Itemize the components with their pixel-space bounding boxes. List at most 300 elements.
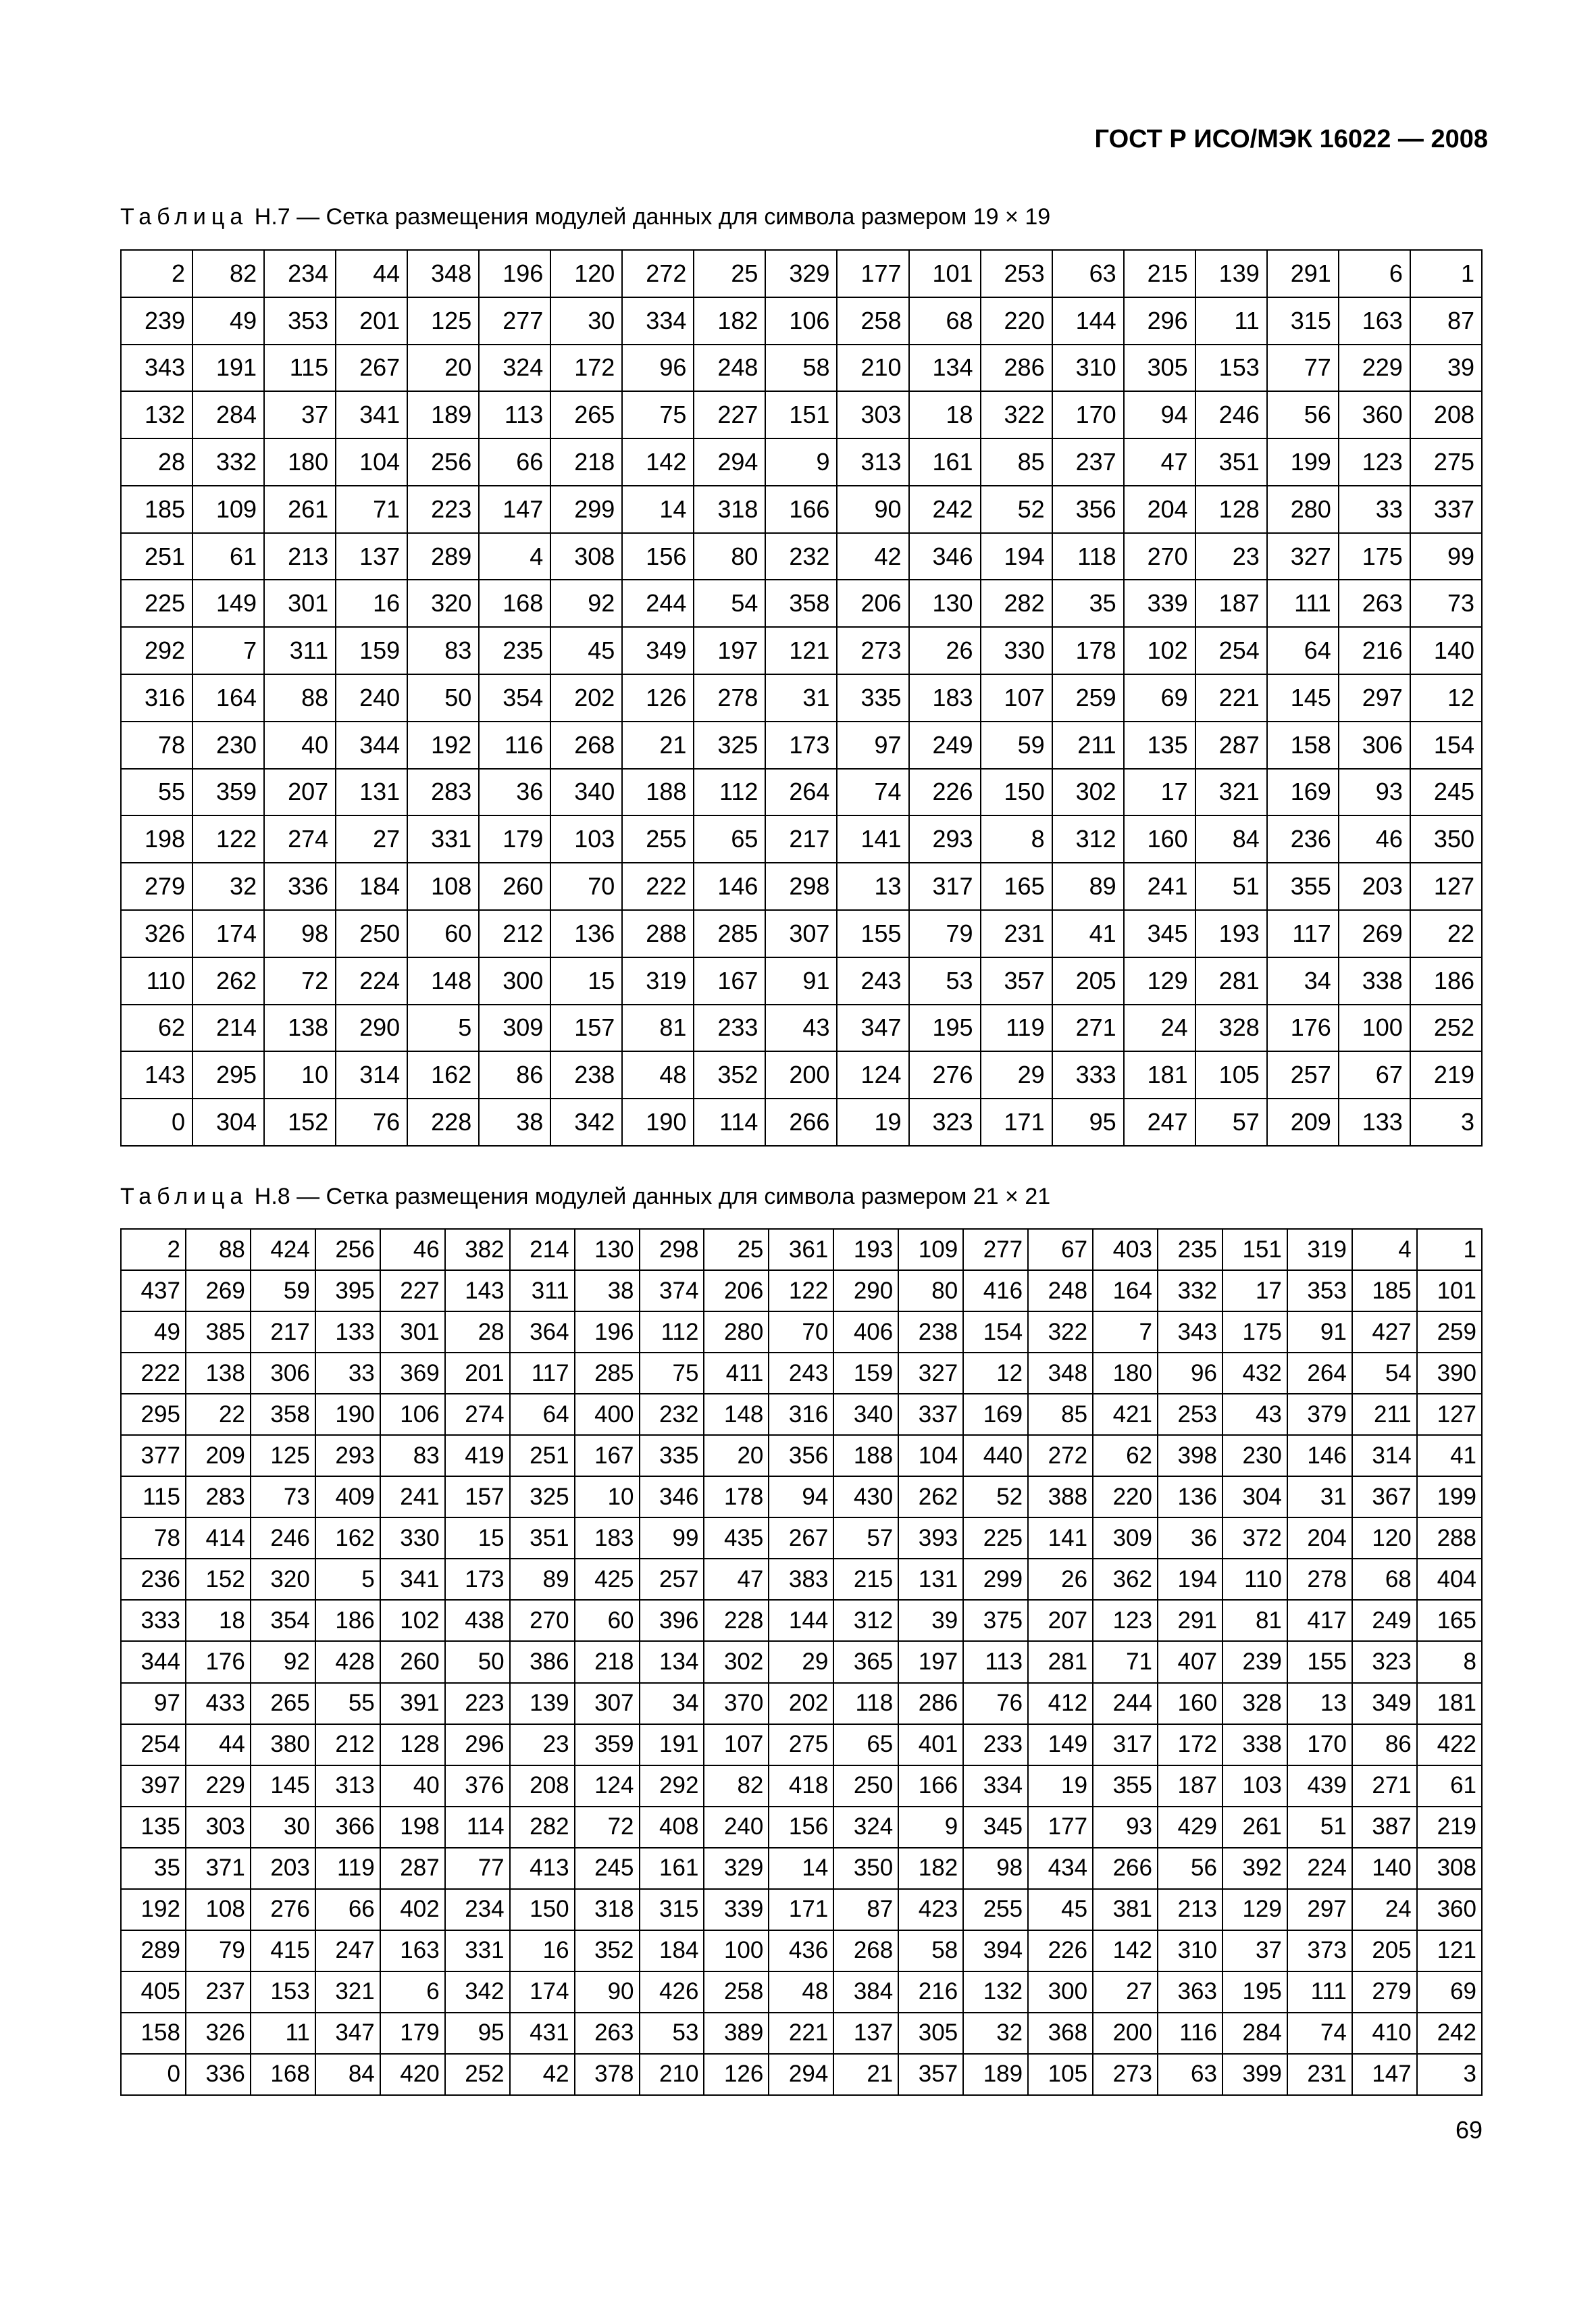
placement-grid-21x21 bbox=[120, 1228, 1483, 2096]
table-cell: 169 bbox=[963, 1394, 1028, 1435]
table-cell: 4 bbox=[479, 533, 550, 580]
table-cell: 283 bbox=[186, 1476, 251, 1517]
table-cell: 55 bbox=[315, 1683, 380, 1724]
table-cell: 208 bbox=[1410, 391, 1482, 438]
table-cell: 163 bbox=[380, 1930, 445, 1971]
table-cell: 384 bbox=[833, 1971, 898, 2013]
table-cell: 108 bbox=[407, 863, 479, 910]
table-cell: 14 bbox=[622, 486, 694, 533]
table-cell: 417 bbox=[1287, 1600, 1352, 1641]
table-cell: 402 bbox=[380, 1889, 445, 1930]
table-cell: 327 bbox=[898, 1353, 963, 1394]
table-cell: 164 bbox=[1093, 1270, 1158, 1311]
table-cell: 296 bbox=[1124, 297, 1195, 345]
table-cell: 412 bbox=[1028, 1683, 1093, 1724]
table-cell: 133 bbox=[315, 1311, 380, 1353]
table-cell: 328 bbox=[1222, 1683, 1287, 1724]
table-cell: 117 bbox=[1267, 910, 1339, 957]
table-cell: 19 bbox=[837, 1099, 908, 1146]
table-cell: 282 bbox=[981, 580, 1052, 627]
table-cell: 104 bbox=[336, 438, 407, 486]
table-cell: 317 bbox=[1093, 1724, 1158, 1765]
table-cell: 242 bbox=[909, 486, 981, 533]
table-cell: 407 bbox=[1158, 1641, 1222, 1682]
table-cell: 392 bbox=[1222, 1848, 1287, 1889]
table-cell: 345 bbox=[963, 1807, 1028, 1848]
table-row bbox=[121, 957, 1482, 1005]
table-cell: 331 bbox=[445, 1930, 510, 1971]
table-cell: 308 bbox=[1417, 1848, 1482, 1889]
table-cell: 197 bbox=[694, 627, 765, 674]
table-cell: 184 bbox=[640, 1930, 704, 1971]
table-cell: 216 bbox=[1339, 627, 1410, 674]
table-row bbox=[121, 2054, 1482, 2095]
table-cell: 355 bbox=[1093, 1765, 1158, 1807]
table-cell: 96 bbox=[622, 345, 694, 392]
table-cell: 8 bbox=[981, 815, 1052, 863]
table-cell: 302 bbox=[704, 1641, 769, 1682]
table-cell: 385 bbox=[186, 1311, 251, 1353]
table-cell: 122 bbox=[192, 815, 264, 863]
table-cell: 57 bbox=[1195, 1099, 1267, 1146]
table-cell: 379 bbox=[1287, 1394, 1352, 1435]
table-cell: 334 bbox=[963, 1765, 1028, 1807]
table-cell: 45 bbox=[1028, 1889, 1093, 1930]
table-cell: 167 bbox=[575, 1435, 640, 1476]
table-cell: 241 bbox=[380, 1476, 445, 1517]
table-cell: 341 bbox=[380, 1559, 445, 1600]
table-cell: 62 bbox=[121, 1005, 192, 1052]
table-cell: 137 bbox=[833, 2013, 898, 2054]
table-cell: 89 bbox=[510, 1559, 575, 1600]
table-cell: 280 bbox=[704, 1311, 769, 1353]
table-cell: 320 bbox=[251, 1559, 315, 1600]
table-cell: 178 bbox=[704, 1476, 769, 1517]
table-cell: 223 bbox=[407, 486, 479, 533]
table-cell: 44 bbox=[336, 250, 407, 297]
table-cell: 323 bbox=[909, 1099, 981, 1146]
table-cell: 274 bbox=[264, 815, 336, 863]
table-cell: 171 bbox=[981, 1099, 1052, 1146]
table-cell: 181 bbox=[1417, 1683, 1482, 1724]
table-cell: 31 bbox=[765, 674, 837, 722]
table-cell: 363 bbox=[1158, 1971, 1222, 2013]
table-cell: 211 bbox=[1352, 1394, 1417, 1435]
table-cell: 279 bbox=[1352, 1971, 1417, 2013]
table-cell: 349 bbox=[622, 627, 694, 674]
table-cell: 272 bbox=[1028, 1435, 1093, 1476]
table-cell: 414 bbox=[186, 1517, 251, 1559]
table-cell: 298 bbox=[640, 1229, 704, 1270]
table-cell: 20 bbox=[407, 345, 479, 392]
table-cell: 378 bbox=[575, 2054, 640, 2095]
table-cell: 1 bbox=[1410, 250, 1482, 297]
table-cell: 333 bbox=[121, 1600, 186, 1641]
table-cell: 235 bbox=[1158, 1229, 1222, 1270]
table-cell: 316 bbox=[769, 1394, 833, 1435]
table-cell: 211 bbox=[1052, 722, 1124, 769]
table-cell: 416 bbox=[963, 1270, 1028, 1311]
table-cell: 331 bbox=[407, 815, 479, 863]
table-cell: 176 bbox=[1267, 1005, 1339, 1052]
table-cell: 437 bbox=[121, 1270, 186, 1311]
table-cell: 40 bbox=[264, 722, 336, 769]
table-row bbox=[121, 1930, 1482, 1971]
table-cell: 27 bbox=[336, 815, 407, 863]
table-cell: 3 bbox=[1410, 1099, 1482, 1146]
table-row bbox=[121, 1517, 1482, 1559]
table-cell: 83 bbox=[407, 627, 479, 674]
table-cell: 52 bbox=[963, 1476, 1028, 1517]
table-cell: 307 bbox=[575, 1683, 640, 1724]
table-cell: 420 bbox=[380, 2054, 445, 2095]
table-cell: 216 bbox=[898, 1971, 963, 2013]
table-cell: 72 bbox=[575, 1807, 640, 1848]
table-cell: 284 bbox=[1222, 2013, 1287, 2054]
table-cell: 119 bbox=[981, 1005, 1052, 1052]
table-cell: 292 bbox=[640, 1765, 704, 1807]
table-cell: 241 bbox=[1124, 863, 1195, 910]
table-cell: 21 bbox=[833, 2054, 898, 2095]
table-cell: 45 bbox=[550, 627, 622, 674]
table-cell: 148 bbox=[407, 957, 479, 1005]
table-cell: 176 bbox=[186, 1641, 251, 1682]
table-cell: 434 bbox=[1028, 1848, 1093, 1889]
table-row bbox=[121, 345, 1482, 392]
table-cell: 250 bbox=[336, 910, 407, 957]
table-cell: 106 bbox=[765, 297, 837, 345]
table-cell: 228 bbox=[704, 1600, 769, 1641]
table-cell: 75 bbox=[640, 1353, 704, 1394]
table-cell: 215 bbox=[833, 1559, 898, 1600]
table-cell: 253 bbox=[1158, 1394, 1222, 1435]
table-cell: 74 bbox=[837, 769, 908, 816]
table-cell: 212 bbox=[315, 1724, 380, 1765]
table-cell: 9 bbox=[765, 438, 837, 486]
table-cell: 149 bbox=[1028, 1724, 1093, 1765]
table-cell: 232 bbox=[640, 1394, 704, 1435]
table-cell: 159 bbox=[336, 627, 407, 674]
table-cell: 66 bbox=[479, 438, 550, 486]
table-row bbox=[121, 1476, 1482, 1517]
table-cell: 236 bbox=[1267, 815, 1339, 863]
table-cell: 145 bbox=[251, 1765, 315, 1807]
table-cell: 49 bbox=[192, 297, 264, 345]
table-cell: 262 bbox=[192, 957, 264, 1005]
table-cell: 87 bbox=[1410, 297, 1482, 345]
table-cell: 63 bbox=[1052, 250, 1124, 297]
table-cell: 40 bbox=[380, 1765, 445, 1807]
table-cell: 295 bbox=[121, 1394, 186, 1435]
table-cell: 7 bbox=[1093, 1311, 1158, 1353]
table-cell: 134 bbox=[640, 1641, 704, 1682]
table-cell: 337 bbox=[1410, 486, 1482, 533]
table-cell: 52 bbox=[981, 486, 1052, 533]
table-cell: 160 bbox=[1158, 1683, 1222, 1724]
table-cell: 342 bbox=[550, 1099, 622, 1146]
table-cell: 25 bbox=[704, 1229, 769, 1270]
table-cell: 303 bbox=[837, 391, 908, 438]
table-cell: 238 bbox=[550, 1051, 622, 1099]
table-cell: 125 bbox=[251, 1435, 315, 1476]
table-cell: 128 bbox=[380, 1724, 445, 1765]
table-cell: 58 bbox=[765, 345, 837, 392]
table-cell: 263 bbox=[575, 2013, 640, 2054]
placement-grid-19x19 bbox=[120, 249, 1483, 1147]
table-cell: 186 bbox=[315, 1600, 380, 1641]
table-row bbox=[121, 815, 1482, 863]
table-cell: 171 bbox=[769, 1889, 833, 1930]
table-cell: 102 bbox=[380, 1600, 445, 1641]
table-cell: 131 bbox=[898, 1559, 963, 1600]
table-cell: 337 bbox=[898, 1394, 963, 1435]
table-cell: 415 bbox=[251, 1930, 315, 1971]
table-cell: 48 bbox=[769, 1971, 833, 2013]
table-cell: 354 bbox=[479, 674, 550, 722]
table-cell: 404 bbox=[1417, 1559, 1482, 1600]
table-cell: 294 bbox=[694, 438, 765, 486]
table-cell: 344 bbox=[336, 722, 407, 769]
table-cell: 126 bbox=[704, 2054, 769, 2095]
table-cell: 92 bbox=[550, 580, 622, 627]
table-cell: 251 bbox=[121, 533, 192, 580]
table-row bbox=[121, 1724, 1482, 1765]
table-cell: 391 bbox=[380, 1683, 445, 1724]
table-cell: 235 bbox=[479, 627, 550, 674]
table-cell: 54 bbox=[1352, 1353, 1417, 1394]
table-cell: 155 bbox=[837, 910, 908, 957]
table-cell: 139 bbox=[1195, 250, 1267, 297]
table-cell: 290 bbox=[833, 1270, 898, 1311]
table-cell: 306 bbox=[251, 1353, 315, 1394]
table-cell: 210 bbox=[640, 2054, 704, 2095]
table-cell: 295 bbox=[192, 1051, 264, 1099]
table-cell: 317 bbox=[909, 863, 981, 910]
table-row bbox=[121, 533, 1482, 580]
table-cell: 422 bbox=[1417, 1724, 1482, 1765]
table-cell: 117 bbox=[510, 1353, 575, 1394]
table-cell: 410 bbox=[1352, 2013, 1417, 2054]
table-cell: 190 bbox=[622, 1099, 694, 1146]
table-cell: 225 bbox=[963, 1517, 1028, 1559]
table-cell: 22 bbox=[1410, 910, 1482, 957]
table-row bbox=[121, 250, 1482, 297]
table-cell: 142 bbox=[622, 438, 694, 486]
table-cell: 399 bbox=[1222, 2054, 1287, 2095]
table-cell: 157 bbox=[445, 1476, 510, 1517]
table-cell: 209 bbox=[186, 1435, 251, 1476]
table-cell: 86 bbox=[1352, 1724, 1417, 1765]
table-cell: 149 bbox=[192, 580, 264, 627]
table-cell: 262 bbox=[898, 1476, 963, 1517]
table-cell: 207 bbox=[264, 769, 336, 816]
table-cell: 138 bbox=[186, 1353, 251, 1394]
table-cell: 200 bbox=[1093, 2013, 1158, 2054]
table-cell: 144 bbox=[1052, 297, 1124, 345]
table-cell: 220 bbox=[981, 297, 1052, 345]
table-cell: 34 bbox=[640, 1683, 704, 1724]
table-cell: 413 bbox=[510, 1848, 575, 1889]
table-cell: 291 bbox=[1267, 250, 1339, 297]
table-cell: 286 bbox=[981, 345, 1052, 392]
table-row bbox=[121, 486, 1482, 533]
table-cell: 187 bbox=[1158, 1765, 1222, 1807]
table-cell: 150 bbox=[981, 769, 1052, 816]
table-cell: 278 bbox=[694, 674, 765, 722]
table-cell: 332 bbox=[192, 438, 264, 486]
table-cell: 239 bbox=[121, 297, 192, 345]
table-cell: 360 bbox=[1339, 391, 1410, 438]
table-cell: 432 bbox=[1222, 1353, 1287, 1394]
table-cell: 82 bbox=[704, 1765, 769, 1807]
table-cell: 142 bbox=[1093, 1930, 1158, 1971]
table-cell: 201 bbox=[336, 297, 407, 345]
table-cell: 85 bbox=[981, 438, 1052, 486]
table-cell: 27 bbox=[1093, 1971, 1158, 2013]
table-cell: 240 bbox=[336, 674, 407, 722]
table-cell: 243 bbox=[837, 957, 908, 1005]
table-cell: 138 bbox=[264, 1005, 336, 1052]
table-cell: 23 bbox=[510, 1724, 575, 1765]
table-cell: 351 bbox=[1195, 438, 1267, 486]
table-cell: 315 bbox=[640, 1889, 704, 1930]
table-cell: 88 bbox=[186, 1229, 251, 1270]
table-cell: 146 bbox=[1287, 1435, 1352, 1476]
table-cell: 201 bbox=[445, 1353, 510, 1394]
table-cell: 237 bbox=[186, 1971, 251, 2013]
table-cell: 6 bbox=[1339, 250, 1410, 297]
table-cell: 325 bbox=[694, 722, 765, 769]
table-cell: 59 bbox=[981, 722, 1052, 769]
table-cell: 203 bbox=[1339, 863, 1410, 910]
table-cell: 205 bbox=[1352, 1930, 1417, 1971]
table-cell: 107 bbox=[981, 674, 1052, 722]
table-cell: 269 bbox=[1339, 910, 1410, 957]
table-cell: 316 bbox=[121, 674, 192, 722]
table-cell: 328 bbox=[1195, 1005, 1267, 1052]
table-cell: 430 bbox=[833, 1476, 898, 1517]
table-cell: 305 bbox=[1124, 345, 1195, 392]
table-cell: 73 bbox=[251, 1476, 315, 1517]
table-cell: 325 bbox=[510, 1476, 575, 1517]
table-cell: 55 bbox=[121, 769, 192, 816]
table-cell: 195 bbox=[909, 1005, 981, 1052]
table-cell: 152 bbox=[264, 1099, 336, 1146]
table-row bbox=[121, 1311, 1482, 1353]
table-cell: 395 bbox=[315, 1270, 380, 1311]
table-cell: 50 bbox=[445, 1641, 510, 1682]
table-cell: 330 bbox=[981, 627, 1052, 674]
table-cell: 44 bbox=[186, 1724, 251, 1765]
table-cell: 280 bbox=[1267, 486, 1339, 533]
table-cell: 353 bbox=[1287, 1270, 1352, 1311]
table-cell: 339 bbox=[704, 1889, 769, 1930]
table-cell: 140 bbox=[1410, 627, 1482, 674]
table-cell: 32 bbox=[963, 2013, 1028, 2054]
table-cell: 199 bbox=[1417, 1476, 1482, 1517]
table-cell: 86 bbox=[479, 1051, 550, 1099]
table-cell: 388 bbox=[1028, 1476, 1093, 1517]
table-cell: 341 bbox=[336, 391, 407, 438]
table-cell: 22 bbox=[186, 1394, 251, 1435]
table-cell: 166 bbox=[898, 1765, 963, 1807]
table-row bbox=[121, 297, 1482, 345]
table-cell: 306 bbox=[1339, 722, 1410, 769]
table-cell: 300 bbox=[479, 957, 550, 1005]
table-cell: 120 bbox=[1352, 1517, 1417, 1559]
table-cell: 312 bbox=[833, 1600, 898, 1641]
table-cell: 101 bbox=[909, 250, 981, 297]
table-cell: 319 bbox=[1287, 1229, 1352, 1270]
table-cell: 204 bbox=[1287, 1517, 1352, 1559]
table-cell: 88 bbox=[264, 674, 336, 722]
table-row bbox=[121, 1005, 1482, 1052]
table-cell: 121 bbox=[1417, 1930, 1482, 1971]
table-cell: 112 bbox=[640, 1311, 704, 1353]
table-cell: 254 bbox=[121, 1724, 186, 1765]
table-cell: 436 bbox=[769, 1930, 833, 1971]
table-cell: 261 bbox=[264, 486, 336, 533]
table-cell: 259 bbox=[1417, 1311, 1482, 1353]
table-cell: 272 bbox=[622, 250, 694, 297]
table-cell: 271 bbox=[1052, 1005, 1124, 1052]
table-cell: 346 bbox=[909, 533, 981, 580]
table-cell: 287 bbox=[380, 1848, 445, 1889]
table-cell: 97 bbox=[121, 1683, 186, 1724]
table-cell: 65 bbox=[694, 815, 765, 863]
table-cell: 73 bbox=[1410, 580, 1482, 627]
table-cell: 97 bbox=[837, 722, 908, 769]
table-cell: 141 bbox=[1028, 1517, 1093, 1559]
table-cell: 50 bbox=[407, 674, 479, 722]
table-cell: 281 bbox=[1028, 1641, 1093, 1682]
table-cell: 183 bbox=[575, 1517, 640, 1559]
table-cell: 26 bbox=[1028, 1559, 1093, 1600]
table-cell: 249 bbox=[909, 722, 981, 769]
table-cell: 292 bbox=[121, 627, 192, 674]
table-cell: 111 bbox=[1267, 580, 1339, 627]
table-cell: 71 bbox=[336, 486, 407, 533]
table-cell: 67 bbox=[1028, 1229, 1093, 1270]
table-cell: 435 bbox=[704, 1517, 769, 1559]
table-cell: 0 bbox=[121, 2054, 186, 2095]
table-row bbox=[121, 438, 1482, 486]
table-cell: 47 bbox=[1124, 438, 1195, 486]
table-cell: 72 bbox=[264, 957, 336, 1005]
table-cell: 172 bbox=[550, 345, 622, 392]
table-cell: 288 bbox=[622, 910, 694, 957]
table-cell: 151 bbox=[1222, 1229, 1287, 1270]
table-cell: 347 bbox=[315, 2013, 380, 2054]
table-cell: 148 bbox=[704, 1394, 769, 1435]
table-cell: 104 bbox=[898, 1435, 963, 1476]
table-cell: 408 bbox=[640, 1807, 704, 1848]
table-cell: 96 bbox=[1158, 1353, 1222, 1394]
table-cell: 237 bbox=[1052, 438, 1124, 486]
table-cell: 102 bbox=[1124, 627, 1195, 674]
table-cell: 39 bbox=[898, 1600, 963, 1641]
table-cell: 78 bbox=[121, 1517, 186, 1559]
table-caption-h8 bbox=[120, 1184, 1050, 1210]
table-cell: 222 bbox=[121, 1353, 186, 1394]
table-cell: 232 bbox=[765, 533, 837, 580]
table-cell: 223 bbox=[445, 1683, 510, 1724]
table-cell: 41 bbox=[1417, 1435, 1482, 1476]
table-cell: 161 bbox=[640, 1848, 704, 1889]
table-cell: 194 bbox=[1158, 1559, 1222, 1600]
table-cell: 185 bbox=[121, 486, 192, 533]
table-cell: 424 bbox=[251, 1229, 315, 1270]
